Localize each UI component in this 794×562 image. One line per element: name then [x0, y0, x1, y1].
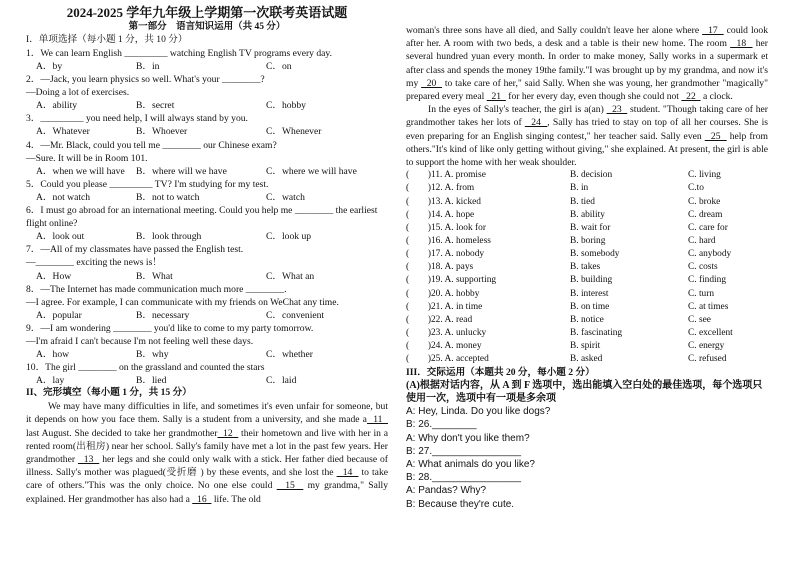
dialogue-line: B: 26.________: [406, 419, 477, 431]
option-b: B. on time: [570, 301, 610, 312]
option-a: ( )15. A. look for: [406, 222, 486, 233]
blank-25: 25: [704, 130, 727, 142]
blank-13: 13: [77, 454, 100, 466]
dialogue-line: B: 27.________________: [406, 445, 522, 457]
multiple-choice-questions: [26, 47, 388, 387]
left-column: [26, 0, 388, 506]
option-a: A．Whatever: [36, 126, 90, 138]
blank-18: 18: [730, 38, 753, 50]
passage-text: , Sally has tried to stay on top of all her courses. She is even preparing for an English singing contest," her teacher said. Sally even: [406, 117, 768, 142]
cloze-option-row: [406, 327, 768, 340]
blank-16: 16: [192, 493, 212, 505]
option-b: B. tied: [570, 196, 595, 207]
blank-21: 21: [486, 91, 506, 103]
option-a: ( )22. A. read: [406, 314, 473, 325]
option-a: ( )20. A. hobby: [406, 288, 480, 299]
option-c: C. refused: [688, 354, 727, 365]
cloze-option-row: [406, 261, 768, 274]
option-c: C. care for: [688, 222, 728, 233]
exam-title: 2024-2025 学年九年级上学期第一次联考英语试题: [66, 5, 348, 20]
passage-text: In the eyes of Sally's teacher, the girl is a(an): [428, 104, 607, 116]
option-c: C. finding: [688, 275, 727, 286]
passage-text: a clock.: [700, 91, 733, 103]
option-a: A．when we will have: [36, 165, 125, 177]
option-a: A．lay: [36, 375, 65, 387]
blank-22: 22: [681, 91, 701, 103]
passage-text: her legs and she could only walk with a stick. Her father died because of illness. Sally's mother was plagued(受折磨 ) by these events, and she lost the: [26, 454, 389, 479]
option-c: C. anybody: [688, 249, 732, 260]
option-b: B. in: [570, 183, 589, 194]
option-c: C．What an: [266, 270, 315, 282]
section-three-instructions: (A)根据对话内容，从 A 到 F 选项中，选出能填入空白处的最佳选项，每个选项只使用一次，选项中有一项是多余项: [406, 380, 763, 405]
question-text: 1．We can learn English _________ watching English TV programs every day.: [26, 47, 332, 59]
dialogue-line: A: Hey, Linda. Do you like dogs?: [406, 406, 551, 418]
passage-text: We may have many difficulties in life, and sometimes it's even unfair for someone, but it depends on how you face them. Sally is a student from a university, and she made a: [26, 401, 388, 426]
blank-14: 14: [336, 467, 359, 479]
question-text: —I'm afraid I can't because I'm not feeling well these days.: [26, 335, 254, 347]
option-b: B．What: [136, 270, 173, 282]
option-c: C. costs: [688, 262, 718, 273]
option-c: C．Whenever: [266, 126, 322, 138]
question-text: 9．—I am wondering ________ you'd like to come to my party tomorrow.: [26, 322, 314, 334]
option-b: B. building: [570, 275, 613, 286]
option-b: B. spirit: [570, 341, 601, 352]
question-options: [26, 165, 388, 178]
section-two-heading: II、完形填空（每小题 1 分，共 15 分）: [26, 387, 192, 399]
option-a: ( )24. A. money: [406, 341, 482, 352]
cloze-option-row: [406, 196, 768, 209]
option-b: B. notice: [570, 314, 604, 325]
cloze-options-list: [406, 169, 768, 366]
question-text: 5．Could you please _________ TV? I'm studying for my test.: [26, 178, 269, 190]
option-b: B．in: [136, 61, 160, 72]
cloze-option-row: [406, 169, 768, 182]
cloze-option-row: [406, 222, 768, 235]
question-text: 4．—Mr. Black, could you tell me ________ our Chinese exam?: [26, 139, 277, 151]
option-a: A．by: [36, 61, 63, 72]
option-b: B. wait for: [570, 222, 611, 233]
question-text: —Sure. It will be in Room 101.: [26, 152, 148, 164]
option-a: ( )12. A. from: [406, 183, 475, 194]
cloze-option-row: [406, 353, 768, 366]
dialogue-line: A: Pandas? Why?: [406, 485, 487, 497]
blank-17: 17: [702, 25, 724, 36]
cloze-passage-part1: [26, 400, 388, 506]
option-b: B．Whoever: [136, 126, 188, 138]
question-text: 2．—Jack, you learn physics so well. What's your ________?: [26, 74, 265, 86]
option-b: B．not to watch: [136, 191, 200, 203]
option-c: C．on: [266, 61, 292, 72]
option-a: A．look out: [36, 231, 85, 243]
option-a: ( )16. A. homeless: [406, 236, 491, 247]
question-options: [26, 60, 388, 73]
blank-15: 15: [276, 480, 304, 492]
option-b: B. fascinating: [570, 328, 623, 339]
dialogue-line: B: 28.________________: [406, 472, 522, 484]
cloze-option-row: [406, 182, 768, 195]
option-a: ( )23. A. unlucky: [406, 328, 487, 339]
dialogue-line: B: Because they're cute.: [406, 498, 515, 510]
passage-text: for her every day, even though she could not: [505, 91, 682, 103]
option-b: B．secret: [136, 100, 175, 112]
option-c: C.to: [688, 183, 704, 194]
passage-text: last August. She decided to take her grandmother: [26, 427, 218, 439]
blank-24: 24: [524, 117, 548, 129]
dialogue-line: A: Why don't you like them?: [406, 432, 530, 444]
cloze-passage-part2: [406, 24, 768, 103]
option-c: C. hard: [688, 236, 716, 247]
question-text: —Doing a lot of exercises.: [26, 87, 130, 99]
option-b: B. boring: [570, 236, 606, 247]
question-options: [26, 230, 388, 243]
option-c: C. energy: [688, 341, 725, 352]
cloze-option-row: [406, 288, 768, 301]
dialogue-line: A: What animals do you like?: [406, 458, 535, 470]
question-options: [26, 99, 388, 112]
option-c: C．whether: [266, 349, 313, 361]
option-b: B．where will we have: [136, 165, 227, 177]
question-options: [26, 191, 388, 204]
question-text: —________ exciting the news is！: [26, 257, 162, 269]
option-a: ( )13. A. kicked: [406, 196, 481, 207]
option-c: C. turn: [688, 288, 715, 299]
question-text: —I agree. For example, I can communicate with my friends on WeChat any time.: [26, 296, 339, 308]
option-c: C．convenient: [266, 309, 325, 321]
option-a: ( )21. A. in time: [406, 301, 483, 312]
question-options: [26, 125, 388, 138]
option-b: B．look through: [136, 231, 202, 243]
blank-20: 20: [421, 77, 443, 89]
option-a: ( )18. A. pays: [406, 262, 474, 273]
option-a: A．ability: [36, 100, 78, 112]
cloze-passage-part3: [406, 103, 768, 169]
option-c: C．look up: [266, 231, 312, 243]
option-c: C. living: [688, 170, 721, 181]
dialogue: [406, 405, 768, 511]
blank-12: 12: [217, 427, 239, 439]
cloze-option-row: [406, 274, 768, 287]
passage-text: help from others."It's kind of like only getting without giving," she explained. At present, the girl is able to support the home with her weak shoulder.: [406, 130, 768, 169]
question-options: [26, 309, 388, 322]
passage-text: could look after her. A room with two beds, a desk and a table is their new home. The room: [406, 25, 768, 50]
part-one-heading: 第一部分 语言知识运用（共 45 分）: [128, 22, 286, 32]
cloze-option-row: [406, 340, 768, 353]
option-c: C．hobby: [266, 100, 306, 112]
passage-text: their hometown and live with her in a rented room(出租房) near her school. Sally's family have met a lot in the past few years. Her grandmother: [26, 427, 388, 466]
option-a: A．how: [36, 349, 70, 361]
option-b: B. takes: [570, 262, 601, 273]
option-a: A．How: [36, 270, 72, 282]
blank-11: 11: [366, 414, 388, 426]
option-a: ( )17. A. nobody: [406, 249, 485, 260]
option-c: C．watch: [266, 191, 305, 203]
passage-text: life. The old: [211, 493, 261, 505]
option-a: ( )25. A. accepted: [406, 354, 489, 365]
cloze-option-row: [406, 248, 768, 261]
section-one-heading: I．单项选择（每小题 1 分，共 10 分）: [26, 34, 188, 45]
question-text: 8．—The Internet has made communication much more ________.: [26, 283, 287, 295]
option-b: B. asked: [570, 354, 603, 365]
option-c: C. excellent: [688, 328, 733, 339]
passage-text: to take care of her," said Sally. When she was young, her grandmother "magically" prepared every meal: [406, 77, 768, 103]
option-a: ( )14. A. hope: [406, 209, 475, 220]
question-text: 6．I must go abroad for an international meeting. Could you help me ________ the earliest: [26, 205, 378, 217]
blank-23: 23: [606, 104, 628, 116]
question-text: flight online?: [26, 218, 78, 230]
option-b: B. interest: [570, 288, 609, 299]
passage-text: the family."I was brought up by my grandma, and now it's my: [406, 64, 768, 89]
option-b: B. somebody: [570, 249, 620, 260]
option-a: A．not watch: [36, 191, 91, 203]
option-b: B．lied: [136, 375, 167, 387]
option-a: ( )11. A. promise: [406, 170, 486, 181]
passage-text: woman's three sons have all died, and Sally couldn't leave her alone where: [406, 25, 703, 36]
option-b: B．why: [136, 349, 169, 361]
cloze-option-row: [406, 209, 768, 222]
option-b: B．necessary: [136, 309, 190, 321]
option-a: ( )19. A. supporting: [406, 275, 497, 286]
option-c: C. broke: [688, 196, 721, 207]
question-text: 3．_________ you need help, I will always stand by you.: [26, 113, 248, 125]
cloze-option-row: [406, 301, 768, 314]
cloze-option-row: [406, 235, 768, 248]
cloze-option-row: [406, 314, 768, 327]
passage-text: my grandma," Sally explained. Her grandmother has also had a: [26, 480, 388, 505]
right-column: [406, 0, 768, 511]
option-b: B. ability: [570, 209, 605, 220]
option-c: C．where we will have: [266, 165, 357, 177]
option-b: B. decision: [570, 170, 613, 181]
question-text: 7．—All of my classmates have passed the English test.: [26, 244, 244, 256]
passage-text: to take care of others."This was the only choice. No one else could: [26, 467, 388, 492]
question-options: [26, 348, 388, 361]
option-c: C. at times: [688, 301, 729, 312]
passage-text: student. "Though taking care of her grandmother takes her lots of: [406, 104, 768, 129]
section-three-heading: III．交际运用（本题共 20 分，每小题 2 分）: [406, 366, 595, 378]
question-text: 10．The girl ________ on the grassland and counted the stars: [26, 362, 265, 374]
option-c: C. dream: [688, 209, 723, 220]
question-options: [26, 270, 388, 283]
question-options: [26, 374, 388, 387]
option-a: A．popular: [36, 309, 82, 321]
passage-text: her several hundred yuan every month. In order to make money, Sally works in a supermark et after class and spends the money 19: [406, 38, 768, 76]
option-c: C．laid: [266, 375, 297, 387]
option-c: C. see: [688, 314, 711, 325]
